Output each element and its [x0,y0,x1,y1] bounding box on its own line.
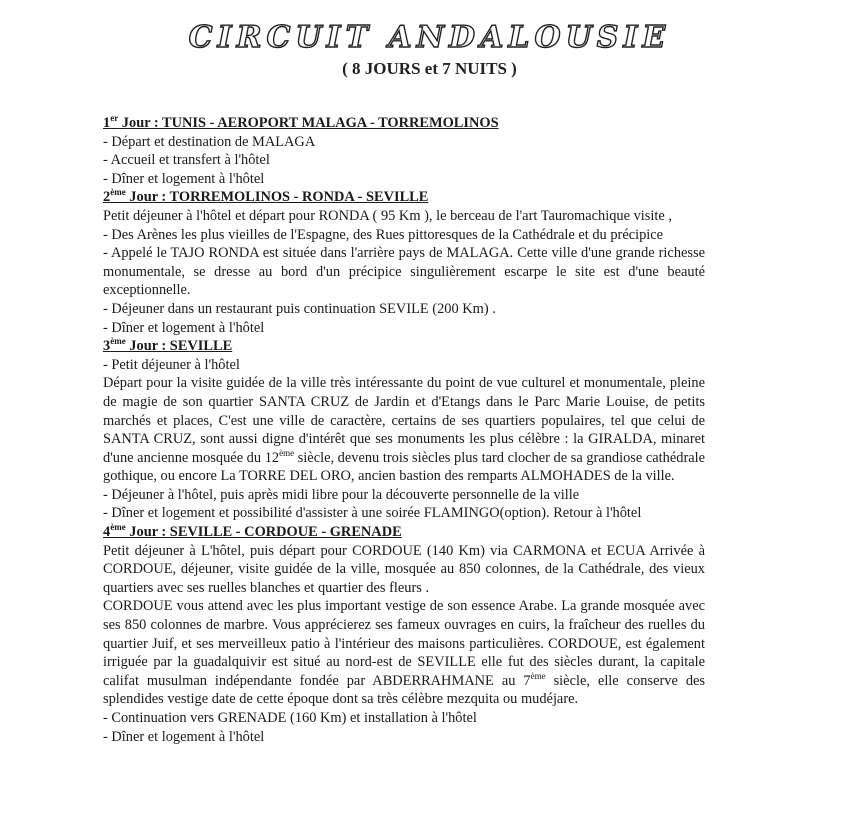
day-2-paragraph: Petit déjeuner à l'hôtel et départ pour RONDA ( 95 Km ), le berceau de l'art Tauromachique visite , [103,207,672,224]
day-3-line: - Dîner et logement et possibilité d'assister à une soirée FLAMINGO(option). Retour à l'hôtel [103,505,642,522]
day-4-line: - Dîner et logement à l'hôtel [103,728,265,745]
day-3-paragraph: Départ pour la visite guidée de la ville très intéressante du point de vue culturel et monumentale, pleine de magie de son quartier SANTA CRUZ de Jardin et d'Etangs dans le Parc Marie Louise, de petits marchés et places, C'est une ville de caractère, certains de ses quartiers populaires, tel que celui de SANTA CRUZ, sont aussi digne d'intérêt que ses monuments les plus célèbre : la GIRALDA, minaret d'une ancienne mosquée du 12ème siècle, devenu trois siècles plus tard clocher de sa grandiose cathédrale gothique, ou encore La TORRE DEL ORO, ancien bastion des remparts ALMOHADES de la ville. [103,375,706,485]
day-4-heading: 4ème Jour : SEVILLE - CORDOUE - GRENADE [103,522,402,541]
day-2-paragraph: - Appelé le TAJO RONDA est située dans l'arrière pays de MALAGA. Cette ville d'une grande richesse monumentale, se dresse au bord d'un précipice singulièrement escarpe le site est d'une beauté exceptionnelle. [103,245,705,299]
day-3-line: - Déjeuner à l'hôtel, puis après midi libre pour la découverte personnelle de la ville [103,486,580,503]
day-2-paragraph: - Des Arènes les plus vieilles de l'Espagne, des Rues pittoresques de la Cathédrale et du précipice [103,226,664,243]
page-subtitle: ( 8 JOURS et 7 NUITS ) [342,59,517,78]
day-1-line: - Dîner et logement à l'hôtel [103,170,265,187]
day-4-paragraph: Petit déjeuner à L'hôtel, puis départ pour CORDOUE (140 Km) via CARMONA et ECUA Arrivée à CORDOUE, déjeuner, visite guidée de la ville, mosquée au 850 colonnes, de la Cathédrale, des vieux quartiers avec ses ruelles blanches et quartier des fleurs . [103,542,705,596]
day-3-heading: 3ème Jour : SEVILLE [103,336,233,355]
itinerary-body [103,114,705,746]
day-2-line: - Dîner et logement à l'hôtel [103,319,265,336]
day-1-line: - Départ et destination de MALAGA [103,133,316,150]
day-4-paragraph: CORDOUE vous attend avec les plus important vestige de son essence Arabe. La grande mosquée avec ses 850 colonnes de marbre. Vous apprécierez ses fameux ouvrages en cuirs, la fraîcheur des ruelles du quartier Juif, et ses merveilleux patio à l'intérieur des maisons particulières. CORDOUE, est également irriguée par la guadalquivir est situé au nord-est de SEVILLE elle fut des siècles durant, la capitale califat musulman indépendante fondée par ABDERRAHMANE au 7ème siècle, elle conserve des splendides vestige date de cette époque dont sa très célèbre mezquita ou mudéjare. [103,598,705,708]
day-4-line: - Continuation vers GRENADE (160 Km) et installation à l'hôtel [103,710,477,726]
day-1-line: - Accueil et transfert à l'hôtel [103,152,270,169]
day-3-line: - Petit déjeuner à l'hôtel [103,356,240,373]
day-2-heading: 2ème Jour : TORREMOLINOS - RONDA - SEVILLE [103,187,429,206]
page-title: CIRCUIT ANDALOUSIE [188,20,671,55]
day-1-heading: 1er Jour : TUNIS - AEROPORT MALAGA - TORREMOLINOS [103,113,499,131]
day-2-line: - Déjeuner dans un restaurant puis continuation SEVILE (200 Km) . [103,300,496,317]
